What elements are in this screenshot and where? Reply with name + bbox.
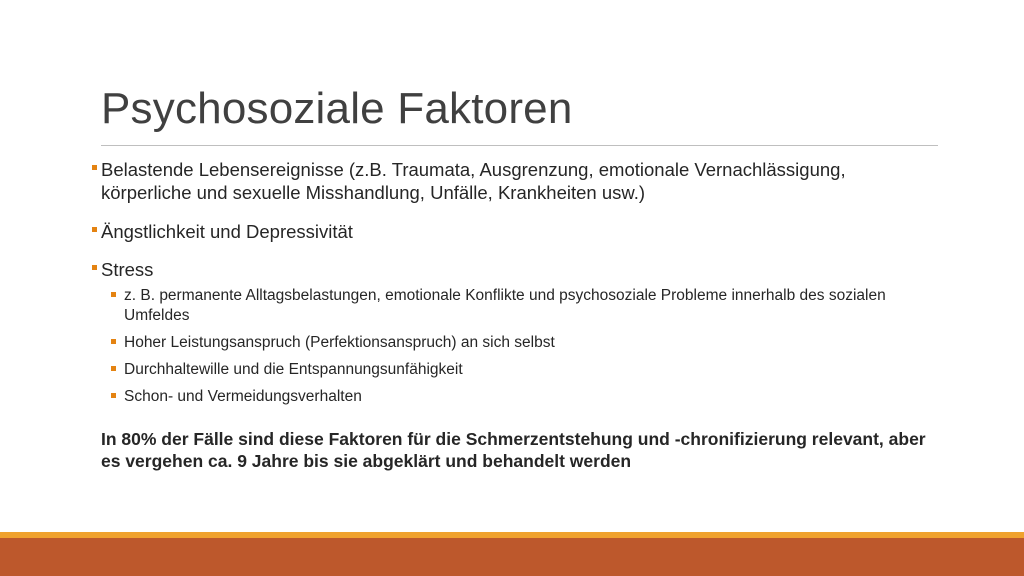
sub-bullet-item [124,387,934,407]
square-bullet-icon [111,366,116,371]
bullet-item [101,258,941,281]
bullet-item [101,220,941,243]
sub-bullet-item [124,286,934,326]
footer-bar [0,538,1024,576]
bullet-text: Belastende Lebensereignisse (z.B. Traumata, Ausgrenzung, emotionale Vernachlässigung, körperliche und sexuelle Misshandlung, Unfälle, Krankheiten usw.) [101,159,846,203]
conclusion-text: In 80% der Fälle sind diese Faktoren für die Schmerzentstehung und -chronifizierung relevant, aber es vergehen ca. 9 Jahre bis sie abgeklärt und behandelt werden [101,429,926,471]
bullet-item [101,158,941,204]
square-bullet-icon [92,165,97,170]
slide-title: Psychosoziale Faktoren [101,84,573,133]
sub-bullet-text: Durchhaltewille und die Entspannungsunfähigkeit [124,361,463,378]
sub-bullet-item [124,333,934,353]
bullet-text: Stress [101,259,154,280]
bullet-text: Ängstlichkeit und Depressivität [101,221,353,242]
sub-bullet-text: Schon- und Vermeidungsverhalten [124,388,362,405]
sub-bullet-text: Hoher Leistungsanspruch (Perfektionsanspruch) an sich selbst [124,334,555,351]
square-bullet-icon [92,265,97,270]
sub-bullet-text: z. B. permanente Alltagsbelastungen, emotionale Konflikte und psychosoziale Probleme innerhalb des sozialen Umfeldes [124,287,886,324]
square-bullet-icon [111,393,116,398]
sub-bullet-item [124,360,934,380]
title-divider [101,145,938,146]
square-bullet-icon [92,227,97,232]
square-bullet-icon [111,339,116,344]
square-bullet-icon [111,292,116,297]
